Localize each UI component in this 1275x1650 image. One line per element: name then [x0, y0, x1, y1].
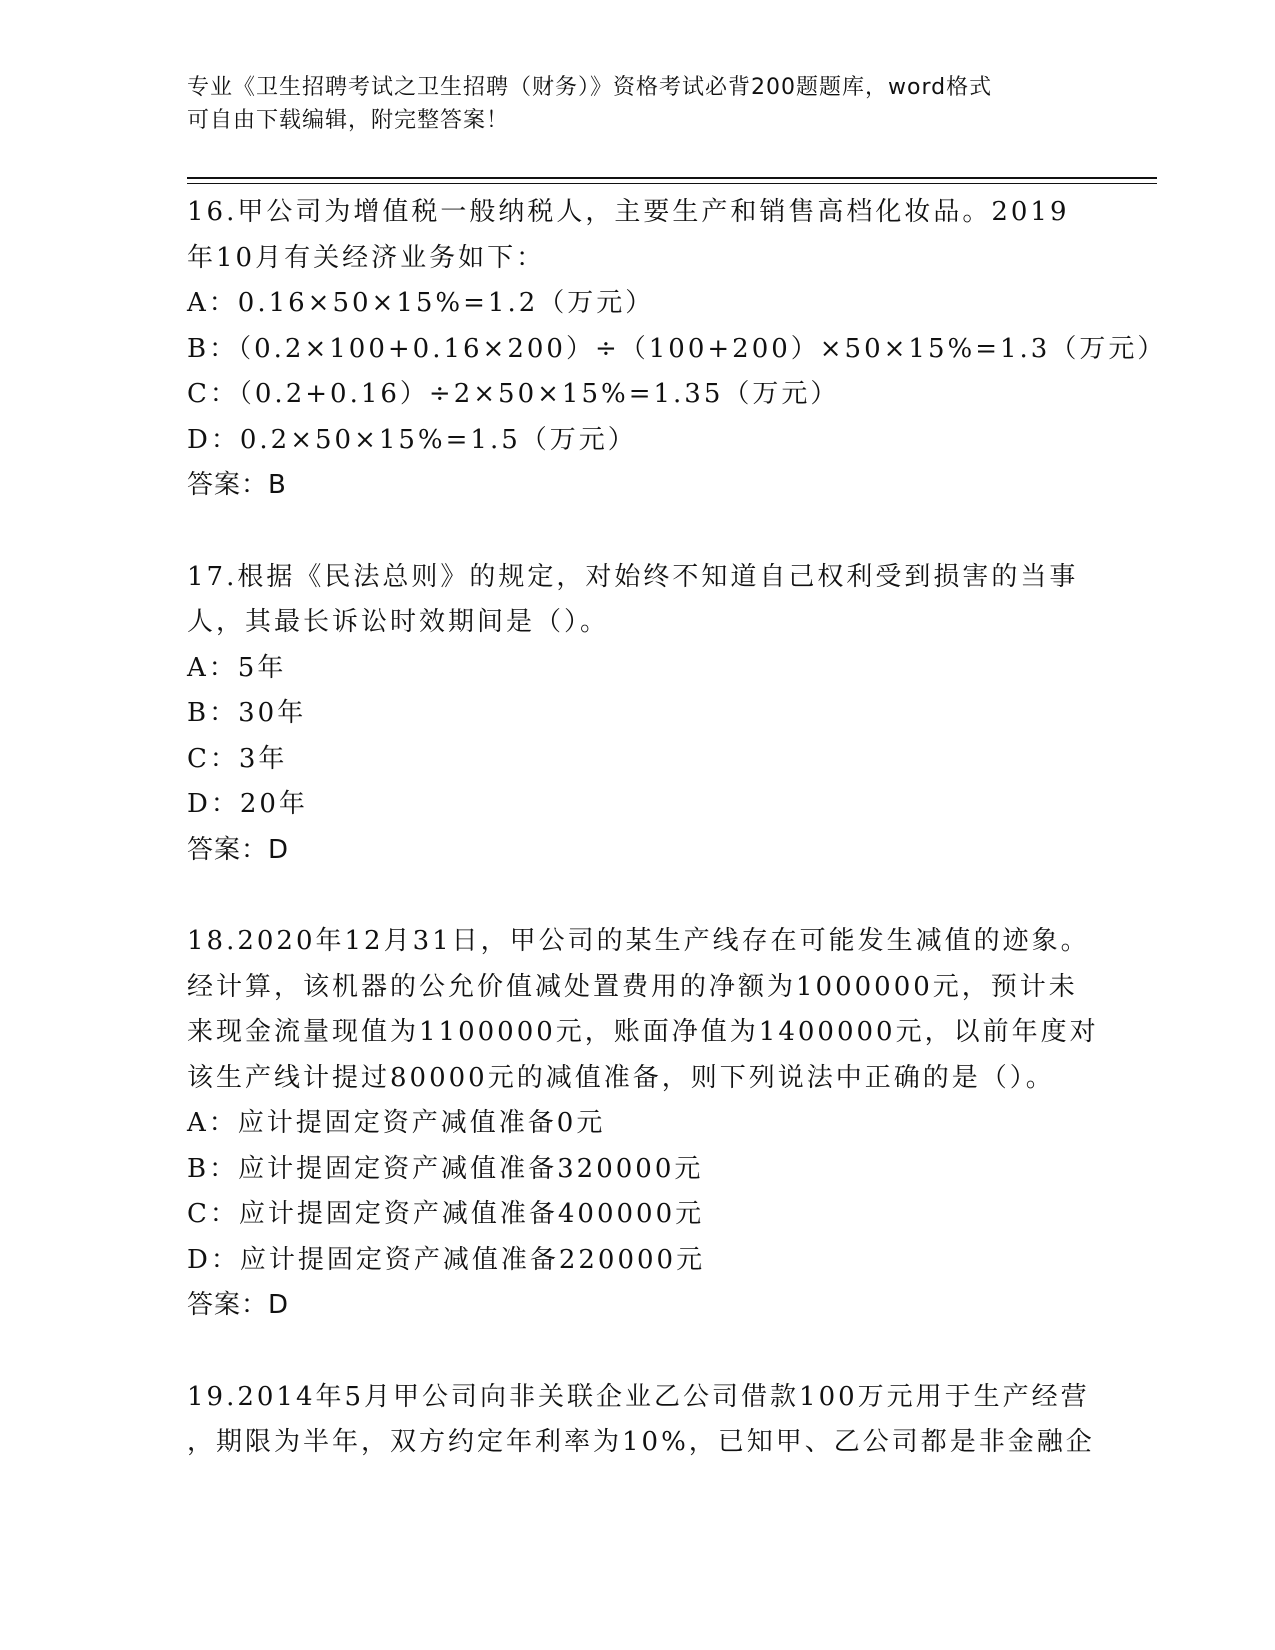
- question-stem-line: ，期限为半年，双方约定年利率为10%，已知甲、乙公司都是非金融企: [187, 1427, 1095, 1457]
- option-a: A：应计提固定资产减值准备0元: [187, 1108, 606, 1138]
- question-stem-line: 16.甲公司为增值税一般纳税人，主要生产和销售高档化妆品。2019: [187, 197, 1070, 227]
- question-16: [187, 190, 1167, 509]
- option-c: C：3年: [187, 743, 288, 774]
- header-line-2: 可自由下载编辑，附完整答案！: [187, 108, 510, 133]
- option-b: B：30年: [187, 698, 307, 728]
- question-17: [187, 555, 1087, 874]
- option-d: D：20年: [187, 789, 308, 819]
- answer-line: 答案：D: [187, 834, 290, 865]
- question-stem-line: 人，其最长诉讼时效期间是（）。: [187, 607, 610, 637]
- header-rule-thin: [187, 183, 1157, 184]
- question-19: [187, 1375, 1095, 1466]
- question-stem-line: 经计算，该机器的公允价值减处置费用的净额为1000000元，预计未: [187, 971, 1078, 1002]
- answer-line: 答案：D: [187, 1290, 290, 1320]
- question-stem-line: 来现金流量现值为1100000元，账面净值为1400000元，以前年度对: [187, 1017, 1099, 1047]
- question-stem-line: 19.2014年5月甲公司向非关联企业乙公司借款100万元用于生产经营: [187, 1381, 1090, 1412]
- option-c: C：应计提固定资产减值准备400000元: [187, 1199, 705, 1229]
- option-d: D：应计提固定资产减值准备220000元: [187, 1244, 706, 1275]
- question-18: [187, 919, 1099, 1329]
- option-b: B：（0.2×100+0.16×200）÷（100+200）×50×15%=1.3（万元）: [187, 333, 1167, 364]
- document-header: [187, 71, 1087, 137]
- header-rule-thick: [187, 177, 1157, 179]
- question-stem-line: 年10月有关经济业务如下：: [187, 242, 546, 273]
- question-stem-line: 18.2020年12月31日，甲公司的某生产线存在可能发生减值的迹象。: [187, 926, 1090, 956]
- option-d: D：0.2×50×15%=1.5（万元）: [187, 424, 637, 455]
- header-line-1: 专业《卫生招聘考试之卫生招聘（财务）》资格考试必背200题题库，word格式: [187, 75, 993, 100]
- option-c: C：（0.2+0.16）÷2×50×15%=1.35（万元）: [187, 379, 840, 409]
- question-list: [187, 190, 1167, 1512]
- option-a: A：5年: [187, 652, 287, 683]
- option-b: B：应计提固定资产减值准备320000元: [187, 1153, 704, 1184]
- answer-line: 答案：B: [187, 470, 287, 500]
- option-a: A：0.16×50×15%=1.2（万元）: [187, 288, 655, 318]
- question-stem-line: 17.根据《民法总则》的规定，对始终不知道自己权利受到损害的当事: [187, 561, 1079, 592]
- question-stem-line: 该生产线计提过80000元的减值准备，则下列说法中正确的是（）。: [187, 1062, 1055, 1093]
